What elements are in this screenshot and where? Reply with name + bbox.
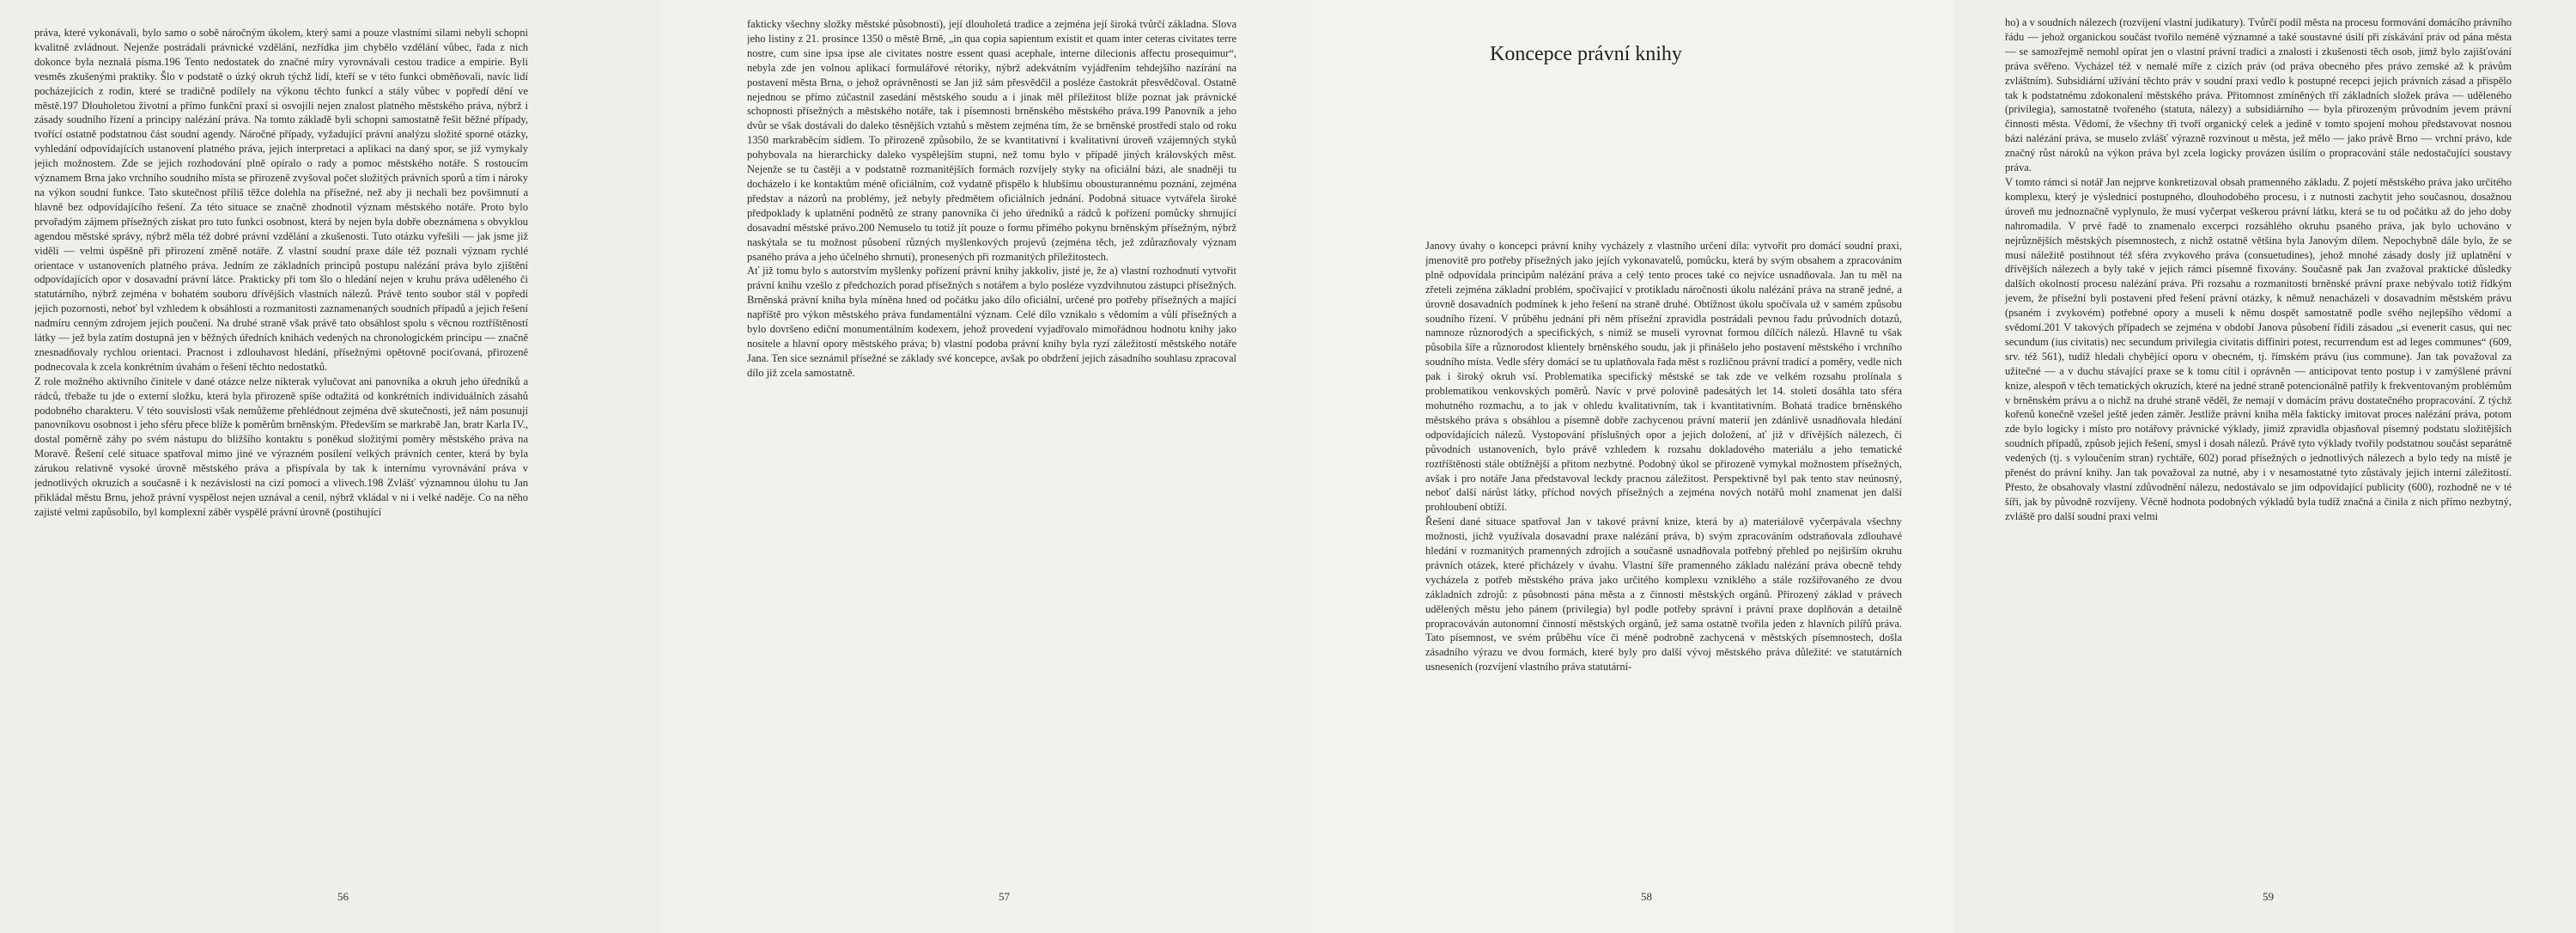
page-56-body: práva, které vykonávali, bylo samo o sobě náročným úkolem, který sami a pouze vlastními silami nebyli schopni kvalitně zvládnout. Nejenže postrádali právnické vzdělání, nezřídka jim chybělo vzdělání vůbec, řada z nich dokonce byla neznalá písma.196 Tento nedostatek do značné míry vyrovnávali cestou tradice a empirie. Byli vesměs zkušenými praktiky. Šlo v podstatě o úzký okruh týchž lidí, kteří se v této funkci obměňovali, navíc lidí pocházejících z rodin, které se tradičně podílely na výkonu těchto funkcí a stály vůbec v popředí dění ve městě.197 Dlouholetou životní a přímo funkční praxí si osvojili nejen znalost platného městského práva, nýbrž i zásady soudního řízení a principy nalézání práva. Na tomto základě byli schopni samostatně řešit běžné případy, tvořící ostatně podstatnou část soudní agendy. Náročné případy, vyžadující právní analýzu složité sporné otázky, vyhledání odpovídajících ustanovení platného práva, jejich interpretaci a aplikaci na daný spor, se již vymykaly jejich možnostem. Zde se jejich rozhodování plně opíralo o rady a pomoc městského notáře. S rostoucím významem Brna jako vrchního soudního místa se přirozeně zvyšoval počet složitých právních sporů a tím i nároky na výkon soudní funkce. Tato skutečnost příliš těžce dolehla na přísežné, než aby ji nechali bez povšimnutí a hlavně bez odpovídajícího řešení. Za této situace se značně zhodnotil význam městského notáře. Proto bylo prvořadým zájmem přísežných získat pro tuto funkci osobnost, která by nejen byla dobře obeznámena s obvyklou agendou městské správy, nýbrž měla též dobré právní vzdělání a zkušenosti. Tuto otázku vyřešili — jak jsme již viděli — velmi úspěšně při přirození změně notáře. Z vlastní soudní praxe dále též poznali význam rychlé orientace v ustanoveních platného práva. Jedním ze základních principů postupu nalézání práva bylo zjištění odpovídajících opor v dosavadní právní látce. Prakticky při tom šlo o hledání nejen v kruhu práva uděleného či statutárního, nýbrž zejména v bohatém souboru dřívějších vlastních nálezů. Právě tento soubor stál v popředí jejich pozornosti, neboť byl vzhledem k obsáhlosti a rozmanitosti zaznamenaných soudních případů a jejich řešení nadmíru cenným zdrojem jejich poučení. Na druhé straně však právě tato obsáhlost spolu s věcnou roztříštěností látky — jež byla zatím dostupná jen v běžných úředních knihách vedených na chronologickém principu — značně znesnadňovaly rychlou orientaci. Pracnost i zdlouhavost hledání, přísežnými opětovně pociťovaná, přirozeně podnecovala k zcela konkrétním úvahám o řešení těchto nedostatků. Z role možného aktivního činitele v dané otázce nelze nikterak vylučovat ani panovníka a okruh jeho úředníků a rádců, třebaže tu jde o externí složku, která byla přirozeně spíše odtažitá od konkrétních individuálních zásahů podobného charakteru. V této souvislosti však nemůžeme přehlédnout zejména dvě skutečnosti, jež nám posunují panovníkovu osobnost i jeho sféru přece blíže k poměrům brněnským. Především se markrabě Jan, bratr Karla IV., dostal poměrně záhy po svém nástupu do bližšího kontaktu s poněkud složitými poměry městského práva na Moravě. Řešení celé situace spatřoval mimo jiné ve výrazném posílení velkých právních center, která by byla zárukou relativně vysoké úrovně městského práva a přispívala by tak k internímu vyrovnávání práva v jednotlivých okruzích a současně i k nezávislosti na cizí pomoci a vlivech.198 Zvlášť významnou úlohu tu Jan přikládal městu Brnu, jehož právní vyspělost nejen uznával a cenil, nýbrž vkládal v ni i velké naděje. Co na něho zajisté velmi zapůsobilo, byl komplexní záběr vyspělé právní úrovně (postihující xyxy=(34,27,528,518)
page-58-body: Janovy úvahy o koncepci právní knihy vycházely z vlastního určení díla: vytvořit pro domácí soudní praxi, jmenovitě pro potřeby přísežných jako jejích vykonavatelů, pomůcku, která by svým obsahem a zpracováním plně odpovídala principům nalézání práva a celý tento proces také co nejvíce usnadňovala. Jan tu měl na zřeteli zejména základní problém, spočívající v protikladu náročnosti úkolu nalézání práva na straně jedné, a úrovně dosavadních podmínek k jeho řešení na straně druhé. Obtížnost úkolu spočívala už v samém způsobu soudního řízení. V průběhu jednání při něm přísežní zpravidla postrádali pevnou řadu průvodních dotazů, namnoze různorodých a specifických, s nimiž se museli vyrovnat formou dílčích nálezů. Hlavně tu však působila šíře a různorodost klientely brněnského soudu, jak ji přinášelo jeho postavení městského i vrchního soudního místa. Vedle sféry domácí se tu uplatňovala řada měst s rozličnou právní tradicí a poměry, vedle nich pak i široký okruh vsí. Problematika specifický městské se tak zde ve velkém rozsahu prolínala s problematikou venkovských poměrů. Navíc v prvé polovině padesátých let 14. století dosáhla tato sféra mohutného rozmachu, a to jak v ohledu kvalitativním, tak i kvantitativním. Bohatá tradice brněnského městského práva s obsáhlou a písemně dobře zachycenou právní materií jen zdánlivě usnadňovala hledání odpovídajících nálezů. Vystopování příslušných opor a jejich doložení, ať již v dřívějších nálezech, či původních ustanoveních, bylo právě vzhledem k rozsahu dokladového materiálu a jeho tematické roztříštěnosti stále obtížnější a přitom nezbytné. Podobný úkol se přirozeně vymykal možnostem přísežných, avšak i pro notáře Jana představoval leckdy pracnou záležitost. Perspektivně byl pak tento stav neúnosný, neboť další nárůst látky, příchod nových přísežných a zejména nových notářů mohl znamenat jen další prohloubení obtíží. Řešení dané situace spatřoval Jan v takové právní knize, která by a) materiálově vyčerpávala všechny možnosti, jichž využívala dosavadní praxe nalézání práva, b) svým zpracováním odstraňovala zdlouhavé hledání v rozmanitých pramenných zdrojích a současně usnadňovala potřebný přehled po nejširším okruhu právních otázek, které přicházely v úvahu. Vlastní šíře pramenného základu nalézání práva obecně tehdy vycházela z potřeb městského práva jako určitého komplexu vzniklého a stále rozšiřovaného ze dvou základních zdrojů: z působnosti pána města a z činnosti městských orgánů. Přirozený základ v právech udělených městu jeho pánem (privilegia) byl podle potřeby správní i právní praxe doplňován a detailně propracováván autonomní činností městských orgánů, jež sama ostatně tvořila jeden z hlavních pilířů práva. Tato písemnost, ve svém průběhu více či méně podrobně zachycená v městských písemnostech, došla zásadního výrazu ve dvou formách, které byly pro další vývoj městského práva důležité: ve statutárních usneseních (rozvíjení vlastního práva statutární- xyxy=(1425,240,1902,674)
page-59-body: ho) a v soudních nálezech (rozvíjení vlastní judikatury). Tvůrčí podíl města na procesu formování domácího právního řádu — jehož organickou součást tvořilo neméně významné a také soustavné úsilí při získávání práv od pána města — se samozřejmě nemohl opírat jen o vlastní právní tradici a znalosti i zkušenosti těch osob, jimž bylo zajišťování práva svěřeno. Vycházel též v nemalé míře z cizích práv (od práva obecného přes právo zemské až k právům zvláštním). Subsidiární užívání těchto práv v soudní praxi vedlo k postupné recepci jejich právních zásad a přispělo tak k podstatnému zdokonalení městského práva. Přitomnost zmíněných tří základních složek práva — uděleného (privilegia), samostatně tvořeného (statuta, nálezy) a subsidiárního — byla přirozeným průvodním jevem právní činnosti města. Vědomí, že všechny tři tvoří organický celek a jedině v tomto spojení mohou představovat nosnou bázi nalézání práva, se muselo zvlášť výrazně rozvinout u města, jež mělo — jako právě Brno — vrchní právo, kde značný růst nároků na výkon práva byl zcela logicky provázen úsilím o propracování stále nedostačující soustavy práva. V tomto rámci si notář Jan nejprve konkretizoval obsah pramenného základu. Z pojetí městského práva jako určitého komplexu, který je výslednicí postupného, dlouhodobého procesu, i z nutnosti zachytit jeho současnou, dosažnou úroveň mu jednoznačně vyplynulo, že musí vyčerpat veškerou právní látku, která se tu od počátku až do jeho doby nahromadila. V prvé řadě to znamenalo excerpci rozsáhlého okruhu psaného práva, jak bylo uchováno v nejrůznějších městských písemnostech, z nichž ostatně většina byla Janovým dílem. Nepochybně dále bylo, že se musí náležitě postihnout též sféra zvykového práva (consuetudines), jehož mnohé zásady dosly již uplatnění v dřívějších nálezech a byly také v jejich rámci písemně fixovány. Současně pak Jan zvažoval praktické důsledky dalších okolností procesu nalézání práva. Při rozsahu a rozmanitosti brněnské právní praxe nebývalo totiž řídkým jevem, že přísežní byli postaveni před řešení právní otázky, k němuž nenacházeli v dosavadním městském právu (psaném i zvykovém) potřebné opory a museli k němu dospět samostatně podle svého nejlepšího vědomí a svědomí.201 V takových případech se zejména v období Janova působení řídili zásadou „si evenerit casus, qui nec secundum (ius civitatis) nec secundum privilegia civitatis diffiniri potest, recurrendum est ad leges communes“ (609, srv. též 561), tudíž hledali chybějící oporu v obecném, tj. římském právu (ius commune). Jan tak považoval za užitečné — a v duchu stávající praxe se k tomu cítil i oprávněn — anticipovat tento postup i v zamýšlené právní knize, alespoň v těch tematických okruzích, které na jedné straně potencionálně patřily k frekventovaným problémům v brněnském právu a o nichž na druhé straně věděl, že nemají v domácím právu dostatečného propracování. Z týchž kořenů konečně vzešel ještě jeden záměr. Jestliže právní kniha měla fakticky imitovat proces nalézání práva, potom zde bylo logicky i místo pro notářovy právnické výklady, jimiž zpravidla objasňoval písemný podstatu složitějších soudních případů, způsob jejich řešení, smysl i dosah nálezů. Právě tyto výklady tvořily podstatnou součást separátně vedených (tj. s vyloučením stran) rychtáře, 602) porad přísežných o jednotlivých nálezech a bylo tedy na místě je přenést do právní knihy. Jan tak považoval za nutné, aby i v nesamostatné tyto zůstávaly jejich interní záležitostí. Přesto, že obsahovaly vlastní zdůvodnění nálezu, nedostávalo se jim odpovídající publicity (600), rozhodně ne v té šíři, jak by původně rozvíjeny. Věcně hodnota podobných výkladů byla tudíž značná a činila z nich přímo nezbytný, zvláště pro další soudní praxi velmi xyxy=(2005,16,2512,522)
page-59 xyxy=(1953,0,2576,933)
page-number: 57 xyxy=(999,890,1010,903)
page-number: 56 xyxy=(337,890,349,903)
page-56 xyxy=(0,0,661,933)
page-57 xyxy=(661,0,1314,933)
page-number: 59 xyxy=(2263,890,2274,903)
page-number: 58 xyxy=(1641,890,1652,903)
page-57-body: fakticky všechny složky městské působnosti), její dlouholetá tradice a zejména její široká tvůrčí základna. Slova jeho listiny z 21. prosince 1350 o městě Brně, „in qua copia sapientum existit et quam inter ceteras civitates terre nostre, cum sine ipsa ipse ale civitates nostre essent quasi acephale, interne dilecionis affectu prosequimur“, nebyla zde jen volnou aplikací formulářové rétoriky, nýbrž adekvátním vyjádřením tehdejšího nazírání na postavení města Brna, o jehož oprávněnosti se Jan již sám přesvědčil a posléze častokrát přesvědčoval. Ostatně nejednou se přímo zúčastnil zasedání městského soudu a i jinak měl příležitost blíže poznat jak právnické schopnosti přísežných a městského notáře, tak i písemnosti brněnského městského práva.199 Panovník a jeho dvůr se však dostávali do daleko těsnějších vztahů s městem zejména tím, že se brněnské prostředí stalo od roku 1350 markraběcím sídlem. To přirozeně způsobilo, že se kvantitativní i kvalitativní úroveň vzájemných styků pohybovala na hierarchicky daleko vyspělejším stupni, než tomu bylo v případě jiných královských měst. Nejenže se tu častěji a v podstatně rozmanitějších formách rozvíjely styky na oficiální bázi, ale snadněji tu docházelo i ke kontaktům méně oficiálním, což vydatně přispělo k hlubšímu obousturannému poznání, zejména představ a názorů na problémy, jež nebyly předmětem oficiálních jednání. Podobná situace vytvářela široké předpoklady k uplatnění podnětů ze strany panovníka či jeho úředníků a rádců k pořízení pomůcky shrnující dosavadní městské právo.200 Nemuselo tu totiž jít pouze o formu přímého pokynu brněnským přísežným, nýbrž naskýtala se tu možnost působení různých myšlenkových projevů (zejména těch, jež zdůrazňovaly význam psaného práva a jeho účelného shrnutí), pronesených při rozmanitých příležitostech. Ať již tomu bylo s autorstvím myšlenky pořízení právní knihy jakkoliv, jisté je, že a) vlastní rozhodnutí vytvořit právní knihu vzešlo z předchozích porad přísežných s notářem a bylo posléze vyzdvihnutou zástupci přísežných. Brněnská právní kniha byla míněna hned od počátku jako dílo oficiální, určené pro potřeby přísežných a mající napříště pro výkon městského práva fundamentální význam. Celé dílo vznikalo s vědomím a vůlí přísežných a bylo dovršeno ediční monumentálním kodexem, jehož provedení vyjadřovalo mimořádnou hodnotu knihy jako nositele a hlavní opory městského práva; b) vlastní podoba právní knihy byla ryzí záležitostí městského notáře Jana. Ten sice seznámil přísežné se základy své koncepce, avšak po obdržení jejich zásadního souhlasu zpracoval dílo již zcela samostatně. xyxy=(747,18,1236,379)
page-58 xyxy=(1314,0,1953,933)
chapter-title: Koncepce právní knihy xyxy=(1490,43,1682,65)
